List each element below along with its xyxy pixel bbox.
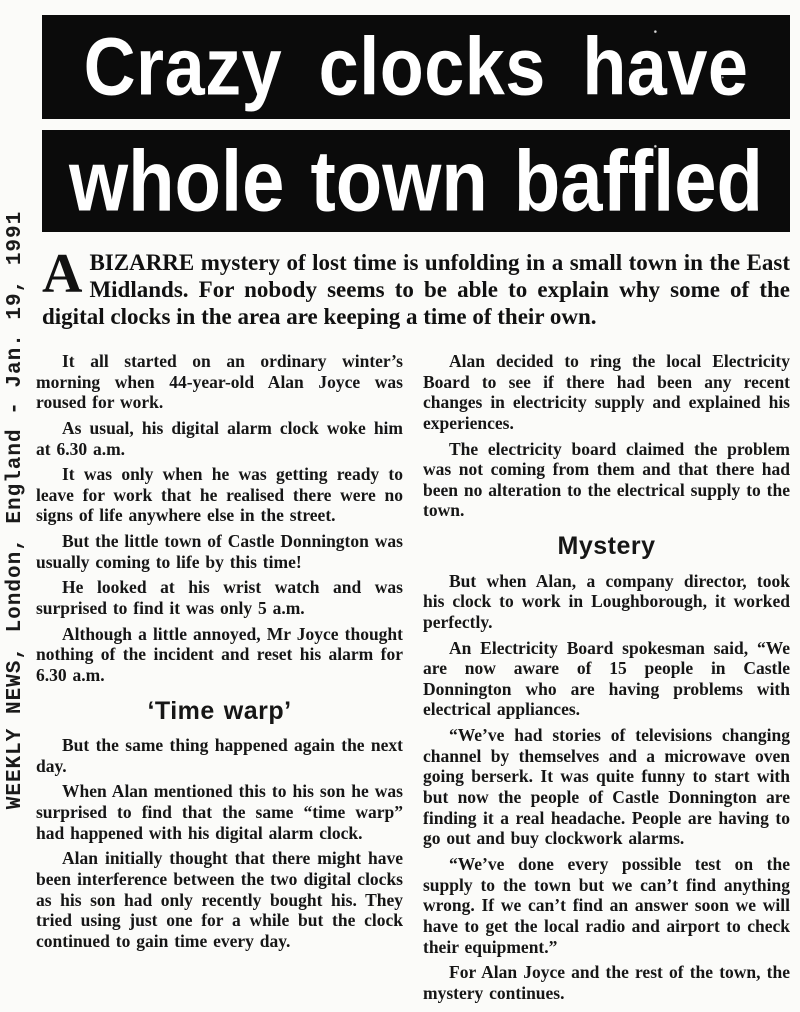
headline-line-2: whole town baffled (69, 132, 763, 230)
lead-paragraph (42, 243, 790, 331)
right-column (423, 351, 790, 1008)
article-paragraph: For Alan Joyce and the rest of the town, the mystery continues. (423, 962, 790, 1003)
drop-cap: A (42, 243, 83, 305)
headline-banner-top (42, 15, 790, 119)
article-paragraph: But the little town of Castle Donnington was usually coming to life by this time! (36, 531, 403, 572)
article-paragraph: Although a little annoyed, Mr Joyce thought nothing of the incident and reset his alarm for 6.30 a.m. (36, 623, 403, 685)
article-paragraph: He looked at his wrist watch and was surprised to find it was only 5 a.m. (36, 577, 403, 619)
headline-banner-bottom (42, 130, 790, 232)
section-subhead-time-warp: ‘Time warp’ (147, 696, 292, 725)
article-paragraph: It all started on an ordinary winter’s morning when 44-year-old Alan Joyce was roused for work. (36, 351, 403, 413)
article-paragraph: The electricity board claimed the problem was not coming from them and that there had been no alteration to the electrical supply to the town. (423, 438, 790, 521)
article-body (36, 351, 790, 1008)
article-paragraph: “We’ve done every possible test on the supply to the town but we can’t find anything wrong. If we can’t find an answer soon we will have to get the local radio and airport to check their equipment.” (423, 853, 790, 957)
article-paragraph: It was only when he was getting ready to leave for work that he realised there were no signs of life anywhere else in the street. (36, 464, 403, 526)
article-paragraph: But the same thing happened again the next day. (36, 735, 403, 776)
article-paragraph: “We’ve had stories of televisions changing channel by themselves and a microwave oven going berserk. It was quite funny to start with but now the people of Castle Donnington are finding it a real headache. People are having to go out and buy clockwork alarms. (423, 725, 790, 849)
section-subhead-mystery: Mystery (557, 532, 656, 561)
lead-text: BIZARRE mystery of lost time is unfolding in a small town in the East Midlands. For nobody seems to be able to explain why some of the digital clocks in the area are keeping a time of their own. (42, 250, 790, 329)
article-paragraph: An Electricity Board spokesman said, “We are now aware of 15 people in Castle Donnington who are having problems with electrical appliances. (423, 637, 790, 720)
article-paragraph: When Alan mentioned this to his son he was surprised to find that the same “time warp” had happened with his digital alarm clock. (36, 781, 403, 843)
article-paragraph: As usual, his digital alarm clock woke him at 6.30 a.m. (36, 417, 403, 459)
publication-credit: WEEKLY NEWS, London, England - Jan. 19, 1991 (4, 210, 27, 810)
article-paragraph: Alan initially thought that there might have been interference between the two digital clocks as his son had only recently bought his. They tried using just one for a while but the clock continued to gain time every day. (36, 848, 403, 951)
headline-line-1: Crazy clocks have (83, 21, 749, 113)
article-paragraph: Alan decided to ring the local Electricity Board to see if there had been any recent changes in electricity supply and explained his experiences. (423, 351, 790, 433)
article-paragraph: But when Alan, a company director, took his clock to work in Loughborough, it worked perfectly. (423, 570, 790, 632)
left-column (36, 351, 403, 1008)
